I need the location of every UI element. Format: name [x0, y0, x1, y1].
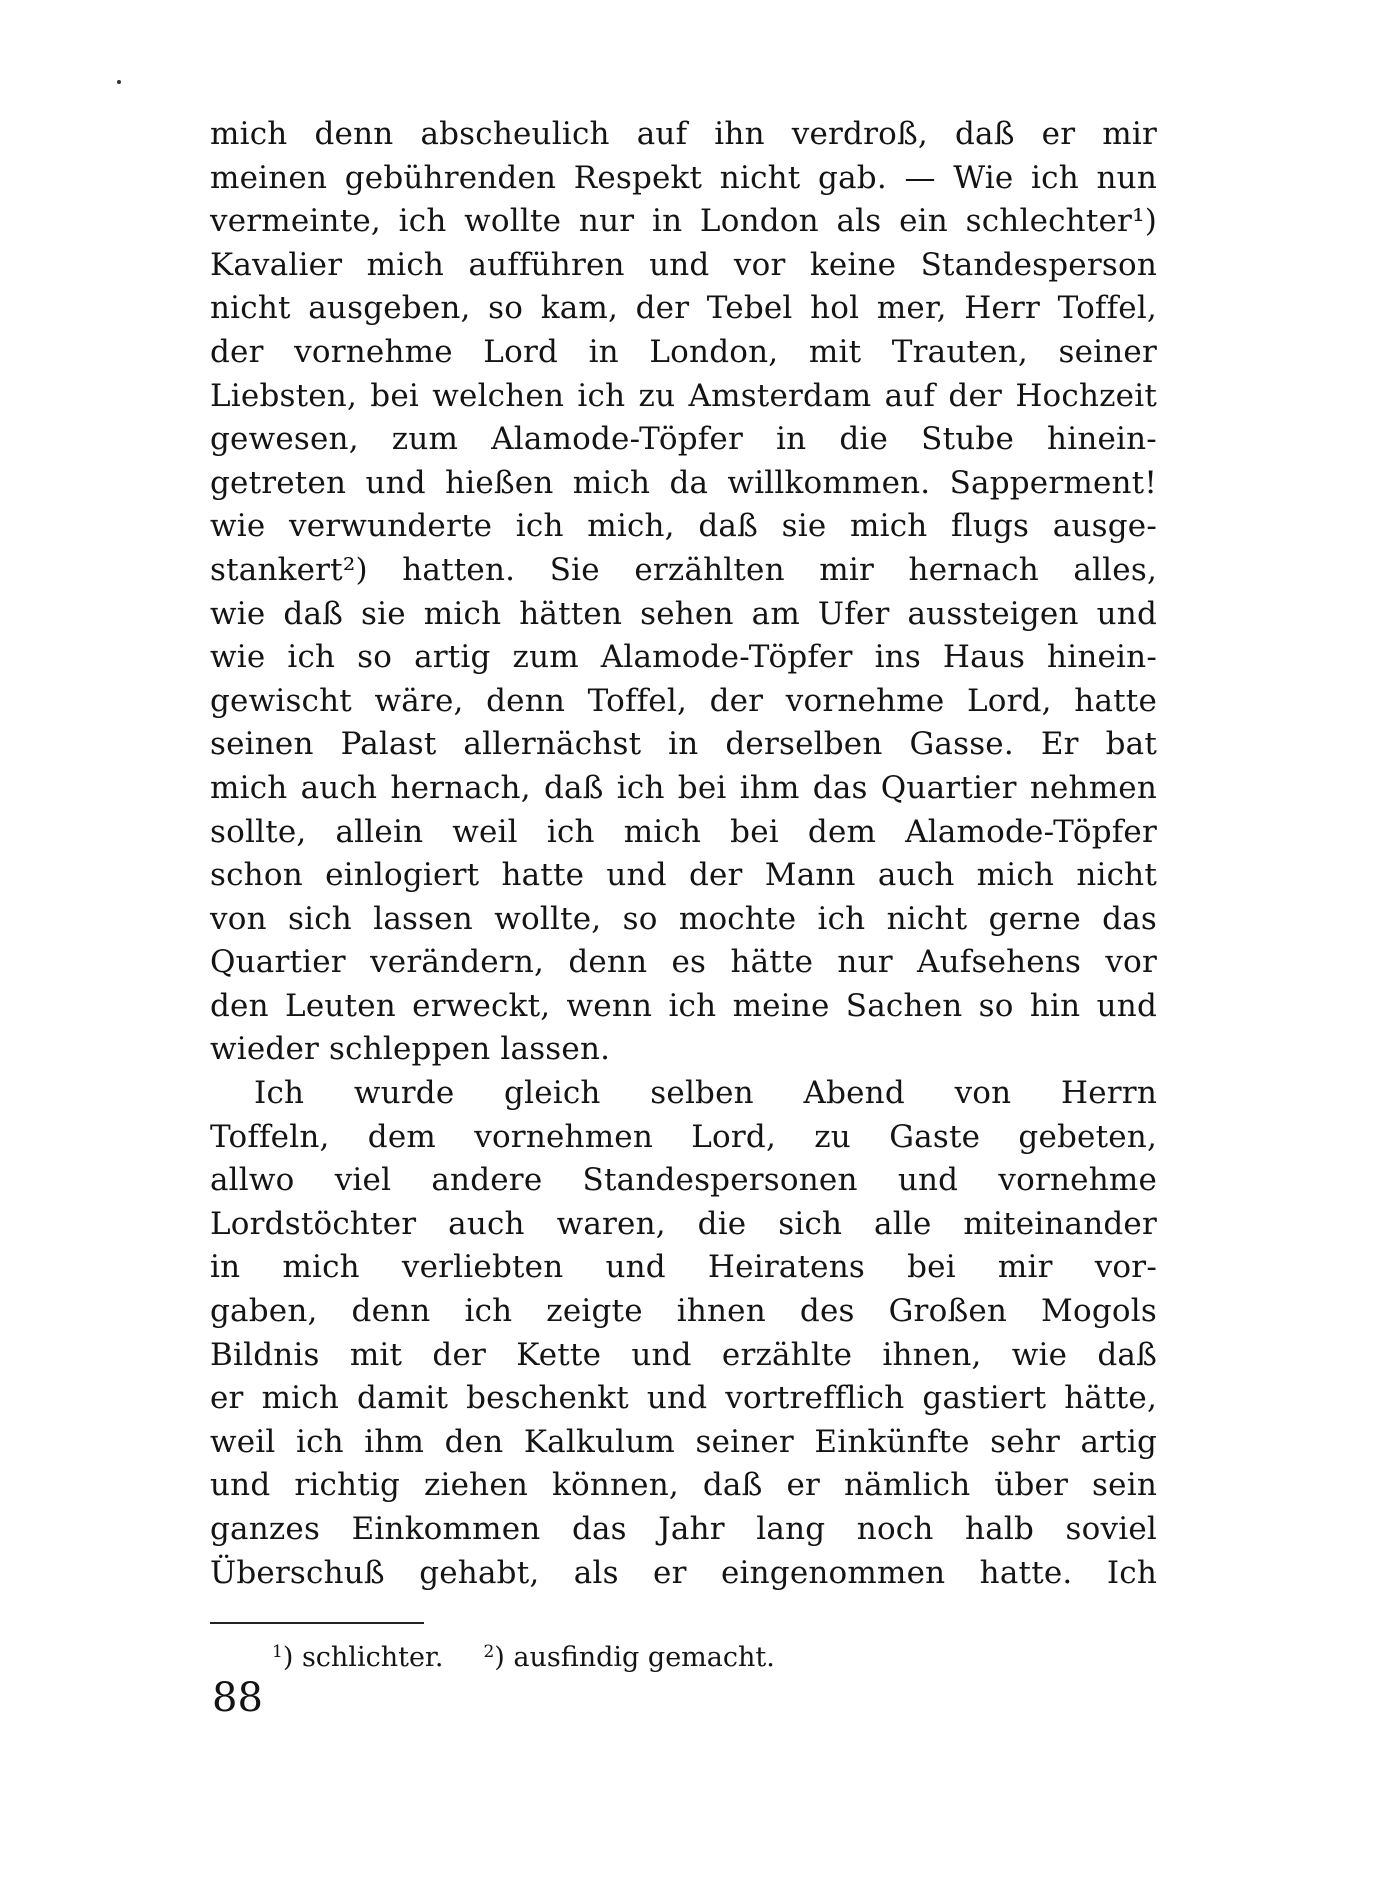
text-line: Kavalier mich aufführen und vor keine Standesperson	[210, 246, 1157, 283]
footnote-1-mark: 1	[272, 1642, 283, 1662]
text-line: den Leuten erweckt, wenn ich meine Sachen so hin und	[210, 987, 1157, 1024]
text-line: getreten und hießen mich da willkommen. Sapperment!	[210, 464, 1157, 501]
footnote-1	[272, 1642, 443, 1673]
text-line: er mich damit beschenkt und vortrefflich gastiert hätte,	[210, 1380, 1157, 1417]
text-line: allwo viel andere Standespersonen und vornehme	[210, 1162, 1157, 1199]
text-line: der vornehme Lord in London, mit Trauten, seiner	[210, 333, 1157, 370]
text-line: wie daß sie mich hätten sehen am Ufer aussteigen und	[210, 595, 1157, 632]
text-line: seinen Palast allernächst in derselben Gasse. Er bat	[210, 726, 1157, 763]
text-line: Liebsten, bei welchen ich zu Amsterdam auf der Hochzeit	[210, 377, 1157, 414]
text-line: gewesen, zum Alamode-Töpfer in die Stube hinein-	[210, 421, 1157, 458]
text-line: sollte, allein weil ich mich bei dem Alamode-Töpfer	[210, 813, 1157, 850]
text-line: stankert²) hatten. Sie erzählten mir hernach alles,	[210, 551, 1157, 588]
text-line: mich denn abscheulich auf ihn verdroß, daß er mir	[210, 116, 1157, 152]
text-line: wie ich so artig zum Alamode-Töpfer ins Haus hinein-	[210, 639, 1157, 676]
paragraph-end-line: wieder schleppen lassen.	[210, 1031, 611, 1068]
text-line: gaben, denn ich zeigte ihnen des Großen Mogols	[210, 1293, 1157, 1330]
text-line: schon einlogiert hatte und der Mann auch mich nicht	[210, 857, 1157, 894]
text-line: und richtig ziehen können, daß er nämlich über sein	[210, 1467, 1157, 1504]
text-line: vermeinte, ich wollte nur in London als ein schlechter¹)	[210, 203, 1157, 240]
footnote-2-text: ) ausfindig gemacht.	[494, 1642, 775, 1673]
text-line: von sich lassen wollte, so mochte ich nicht gerne das	[210, 900, 1157, 937]
text-line: Bildnis mit der Kette und erzählte ihnen, wie daß	[210, 1336, 1157, 1373]
text-line: Toffeln, dem vornehmen Lord, zu Gaste gebeten,	[210, 1118, 1157, 1155]
text-line: in mich verliebten und Heiratens bei mir vor-	[210, 1249, 1157, 1286]
text-line: wie verwunderte ich mich, daß sie mich flugs ausge-	[210, 508, 1157, 545]
text-line: weil ich ihm den Kalkulum seiner Einkünfte sehr artig	[210, 1423, 1157, 1460]
text-line: ganzes Einkommen das Jahr lang noch halb soviel	[210, 1511, 1157, 1547]
footnotes	[272, 1634, 775, 1676]
paragraph-start-line: Ich wurde gleich selben Abend von Herrn	[254, 1075, 1157, 1112]
text-line: Lordstöchter auch waren, die sich alle miteinander	[210, 1205, 1157, 1242]
text-line: nicht ausgeben, so kam, der Tebel hol mer, Herr Toffel,	[210, 290, 1157, 327]
text-line: mich auch hernach, daß ich bei ihm das Quartier nehmen	[210, 769, 1157, 806]
text-line: Quartier verändern, denn es hätte nur Aufsehens vor	[210, 944, 1157, 981]
footnote-1-text: ) schlichter.	[282, 1642, 444, 1673]
text-line: meinen gebührenden Respekt nicht gab. — Wie ich nun	[210, 159, 1157, 196]
body-text	[210, 113, 1157, 1595]
footnote-2	[483, 1642, 774, 1673]
text-line: Überschuß gehabt, als er eingenommen hatte. Ich	[210, 1554, 1157, 1591]
text-line: gewischt wäre, denn Toffel, der vornehme Lord, hatte	[210, 682, 1157, 719]
page-number: 88	[212, 1675, 263, 1721]
print-speck	[117, 80, 121, 84]
footnote-divider	[210, 1622, 424, 1624]
footnote-2-mark: 2	[483, 1642, 495, 1662]
